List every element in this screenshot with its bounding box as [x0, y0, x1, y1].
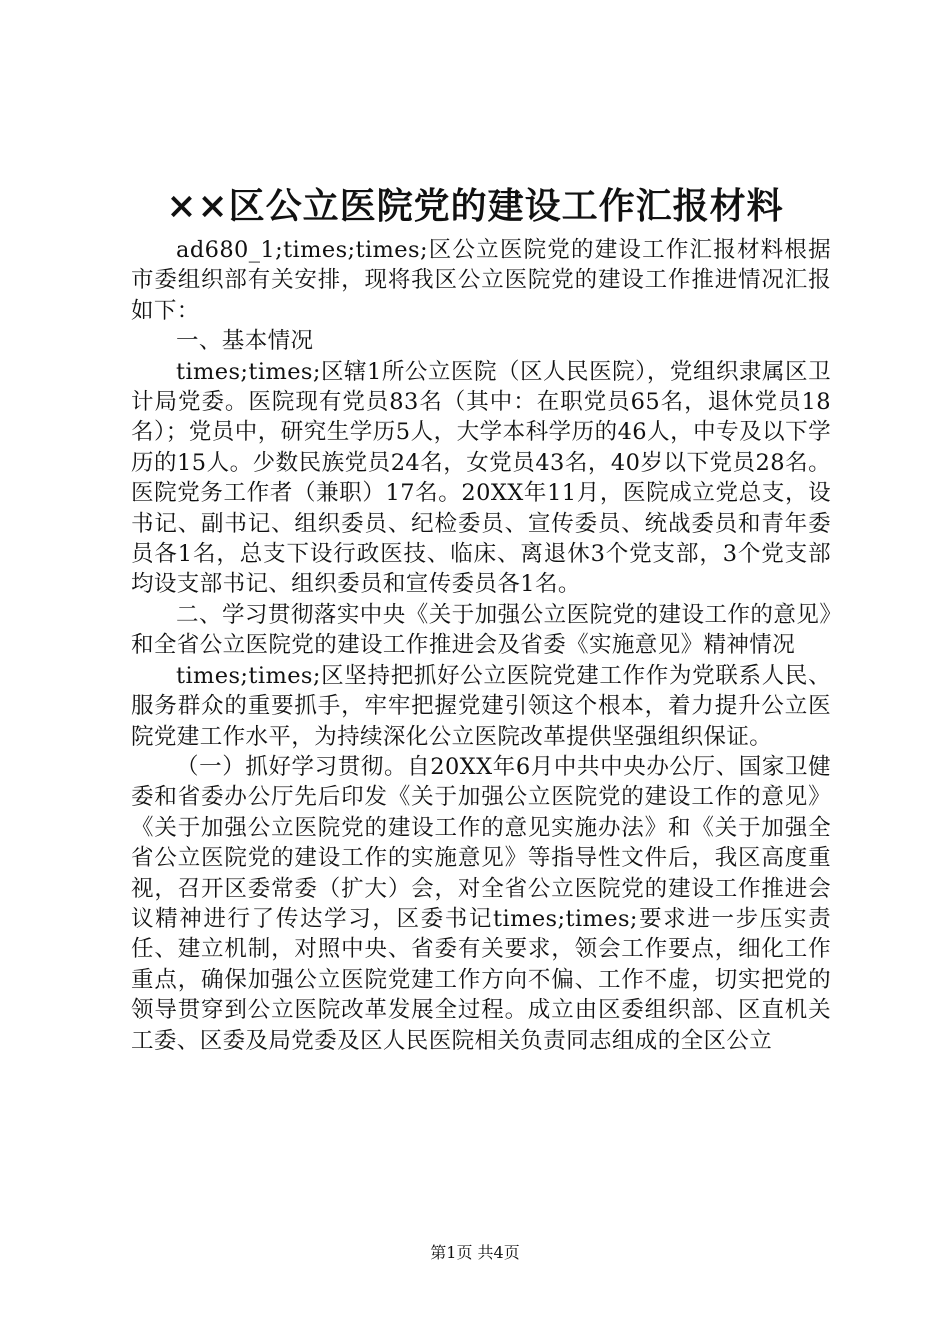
paragraph-intro: ad680_1;times;times;区公立医院党的建设工作汇报材料根据市委组织部有关安排，现将我区公立医院党的建设工作推进情况汇报如下： [131, 237, 831, 324]
heading-basic-situation: 一、基本情况 [176, 328, 314, 355]
paragraph-implementation: times;times;区坚持把抓好公立医院党建工作作为党联系人民、服务群众的重要抓手，牢牢把握党建引领这个根本，着力提升公立医院党建工作水平，为持续深化公立医院改革提供坚强组织保证。 [131, 662, 831, 750]
paragraph-study: （一）抓好学习贯彻。自20XX年6月中共中央办公厅、国家卫健委和省委办公厅先后印发《关于加强公立医院党的建设工作的意见》《关于加强公立医院党的建设工作的意见实施办法》和《关于加强全省公立医院党的建设工作的实施意见》等指导性文件后，我区高度重视，召开区委常委（扩大）会，对全省公立医院党的建设工作推进会议精神进行了传达学习，区委书记times;times;要求进一步压实责任、建立机制，对照中央、省委有关要求，领会工作要点，细化工作重点，确保加强公立医院党建工作方向不偏、工作不虚，切实把党的领导贯穿到公立医院改革发展全过程。成立由区委组织部、区直机关工委、区委及局党委及区人民医院相关负责同志组成的全区公立 [131, 753, 831, 1054]
paragraph-basic-situation: times;times;区辖1所公立医院（区人民医院），党组织隶属区卫计局党委。医院现有党员83名（其中：在职党员65名，退休党员18名）；党员中，研究生学历5人，大学本科学历的46人，中专及以下学历的15人。少数民族党员24名，女党员43名，40岁以下党员28名。医院党务工作者（兼职）17名。20XX年11月，医院成立党总支，设书记、副书记、组织委员、纪检委员、宣传委员、统战委员和青年委员各1名，总支下设行政医技、临床、离退休3个党支部，3个党支部均设支部书记、组织委员和宣传委员各1名。 [131, 358, 831, 598]
page-footer: 第1页 共4页 [430, 1243, 520, 1262]
document-body [131, 235, 831, 1056]
heading-implementation: 二、学习贯彻落实中央《关于加强公立医院党的建设工作的意见》和全省公立医院党的建设工作推进会及省委《实施意见》精神情况 [131, 601, 831, 659]
document-title: ××区公立医院党的建设工作汇报材料 [166, 185, 784, 227]
